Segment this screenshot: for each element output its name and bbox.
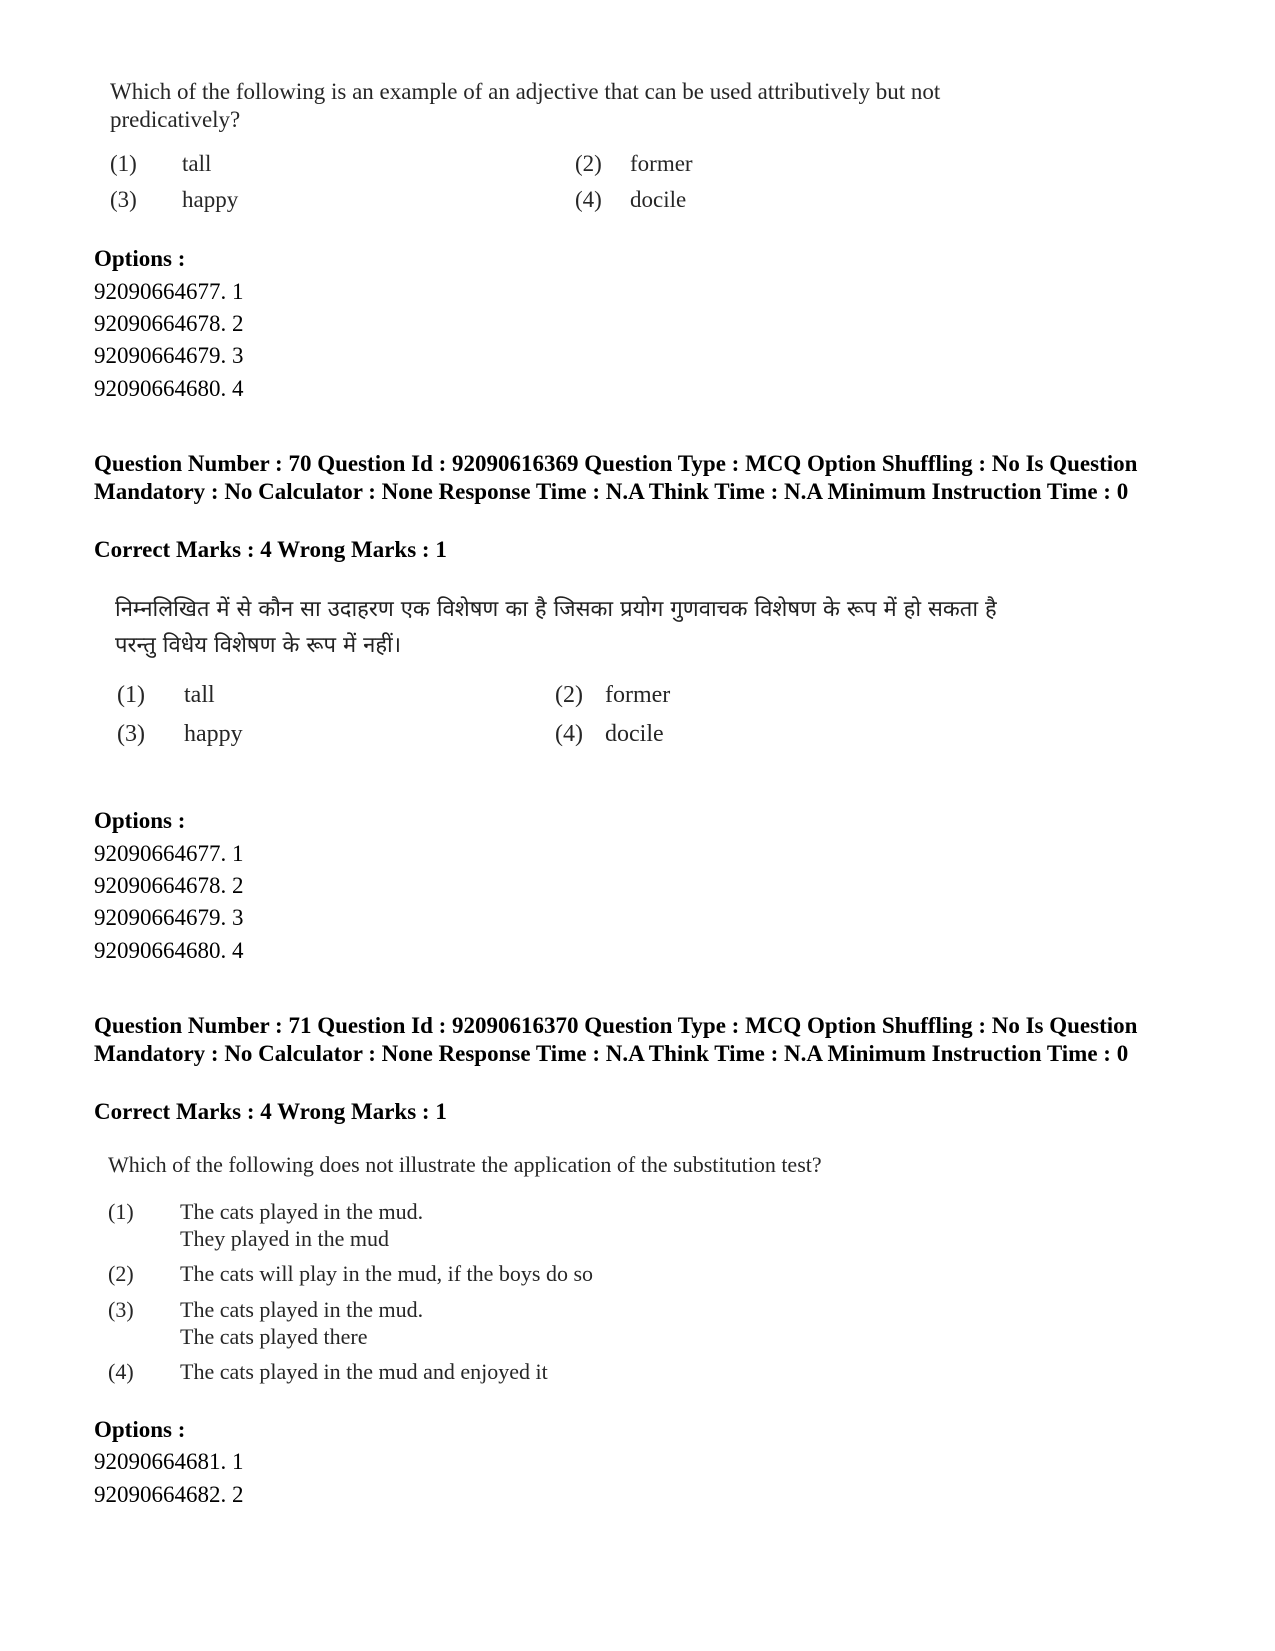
q71-marks: Correct Marks : 4 Wrong Marks : 1: [94, 1099, 447, 1124]
q71-choice-3-number: (3): [108, 1297, 134, 1322]
q71-choice-2-line-1: The cats will play in the mud, if the boys do so: [180, 1261, 594, 1286]
q70-choice-2-number: (2): [555, 682, 583, 708]
q71-choice-1-number: (1): [108, 1199, 134, 1224]
q69-choice-2-number: (2): [575, 151, 602, 176]
q70-choice-3-number: (3): [117, 721, 145, 747]
q70-marks: Correct Marks : 4 Wrong Marks : 1: [94, 537, 447, 562]
q71-option-2: 92090664682. 2: [94, 1482, 244, 1507]
q70-choice-3-text: happy: [184, 721, 243, 747]
q71-choice-1-line-2: They played in the mud: [180, 1226, 389, 1251]
q71-header: Question Number : 71 Question Id : 92090616370 Question Type : MCQ Option Shuffling : No Is Question Mandatory : No Calculator : None Response Time : N.A Think Time : N.A Minimum Instruction Time : 0: [94, 1013, 1138, 1066]
q71-choice-4-number: (4): [108, 1359, 134, 1384]
q70-option-1: 92090664677. 1: [94, 841, 244, 866]
q71-choice-2-number: (2): [108, 1261, 134, 1286]
q69-choice-3-text: happy: [182, 187, 239, 212]
q69-choice-3-number: (3): [110, 187, 137, 212]
q70-option-2: 92090664678. 2: [94, 873, 244, 898]
q69-choice-4-text: docile: [630, 187, 687, 212]
q70-choice-1-number: (1): [117, 682, 145, 708]
q70-header: Question Number : 70 Question Id : 92090616369 Question Type : MCQ Option Shuffling : No Is Question Mandatory : No Calculator : None Response Time : N.A Think Time : N.A Minimum Instruction Time : 0: [94, 451, 1138, 504]
q70-option-3: 92090664679. 3: [94, 905, 244, 930]
q71-option-1: 92090664681. 1: [94, 1449, 244, 1474]
q69-choice-2-text: former: [630, 151, 693, 176]
q70-choice-1-text: tall: [184, 682, 215, 708]
q69-question-text: Which of the following is an example of an adjective that can be used attributively but not predicatively?: [110, 79, 941, 132]
q69-question-image: [0, 0, 1275, 230]
q70-options-label: Options :: [94, 808, 186, 833]
q70-question-text: निम्नलिखित में से कौन सा उदाहरण एक विशेषण का है जिसका प्रयोग गुणवाचक विशेषण के रूप में हो सकता है परन्तु विधेय विशेषण के रूप में नहीं।: [115, 597, 997, 658]
q71-choice-1-line-1: The cats played in the mud.: [180, 1199, 424, 1224]
q69-choice-1-text: tall: [182, 151, 212, 176]
q69-option-2: 92090664678. 2: [94, 311, 244, 336]
q71-choice-4-line-1: The cats played in the mud and enjoyed it: [180, 1359, 548, 1384]
q70-option-4: 92090664680. 4: [94, 938, 244, 963]
q70-choice-4-number: (4): [555, 721, 583, 747]
q70-choice-2-text: former: [605, 682, 671, 708]
q71-question-text: Which of the following does not illustrate the application of the substitution test?: [108, 1152, 822, 1177]
q70-choice-4-text: docile: [605, 721, 664, 747]
q69-option-1: 92090664677. 1: [94, 279, 244, 304]
q69-option-4: 92090664680. 4: [94, 376, 244, 401]
q69-option-3: 92090664679. 3: [94, 343, 244, 368]
q69-options-label: Options :: [94, 246, 186, 271]
q69-choice-1-number: (1): [110, 151, 137, 176]
q70-question-image: [0, 580, 1275, 770]
q71-question-image: [0, 1140, 1275, 1400]
q69-choice-4-number: (4): [575, 187, 602, 212]
q71-options-label: Options :: [94, 1417, 186, 1442]
q71-choice-3-line-1: The cats played in the mud.: [180, 1297, 424, 1322]
q71-choice-3-line-2: The cats played there: [180, 1324, 368, 1349]
